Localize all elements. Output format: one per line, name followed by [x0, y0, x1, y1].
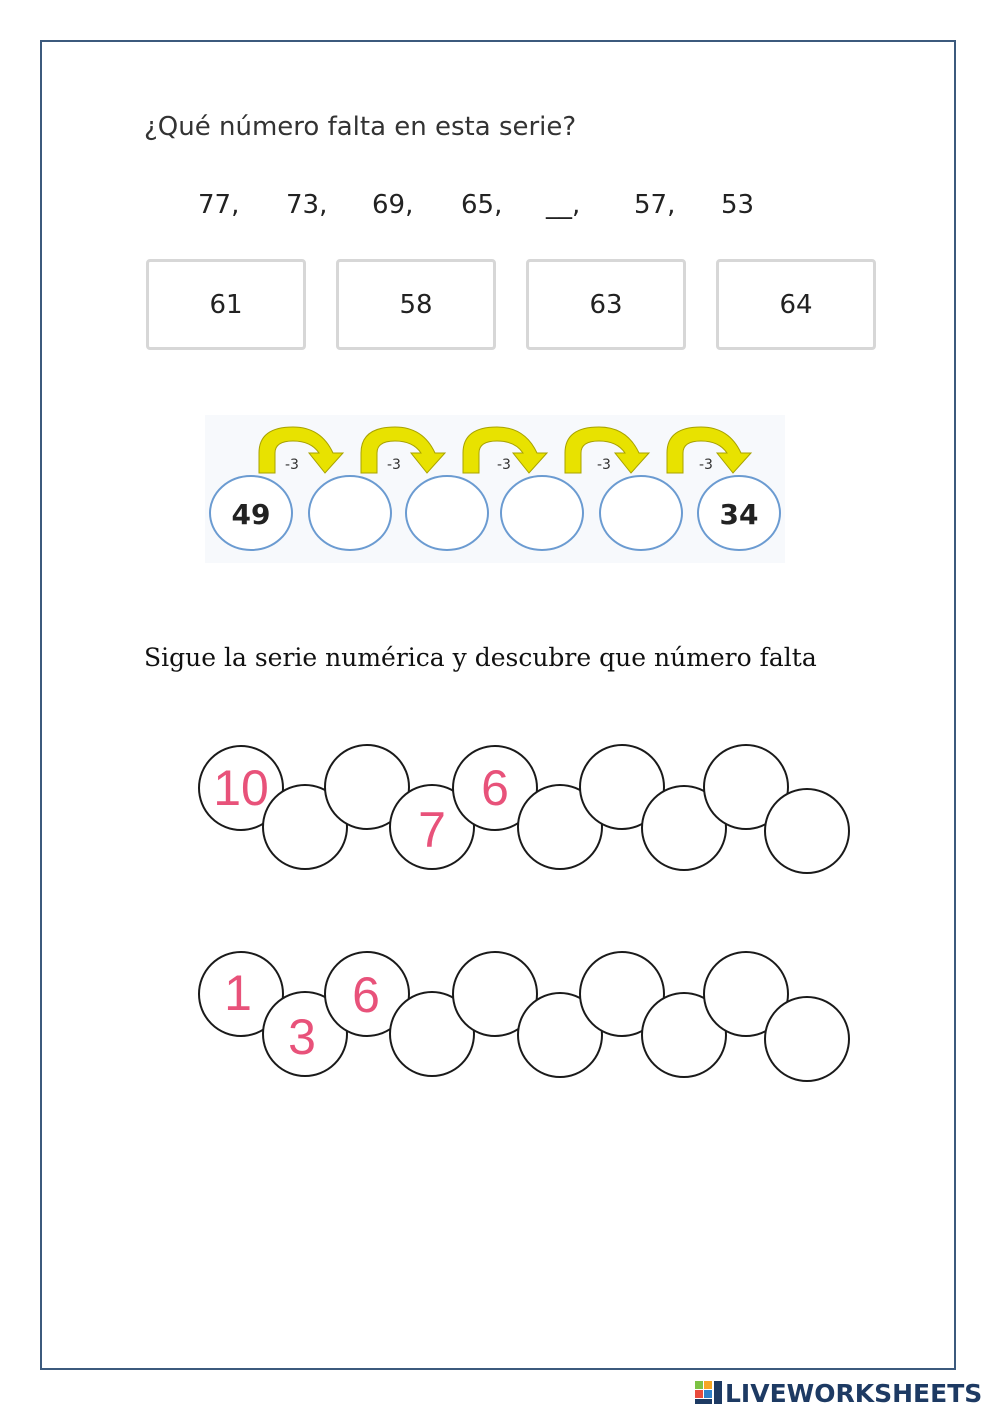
subtraction-chain — [205, 415, 785, 563]
answer-option-63[interactable]: 63 — [526, 259, 686, 350]
pattern-number: 6 — [352, 967, 380, 1023]
answer-option-58[interactable]: 58 — [336, 259, 496, 350]
pattern-number: 7 — [418, 802, 446, 858]
pattern-circle[interactable] — [765, 997, 849, 1081]
chain-end-number: 34 — [719, 498, 759, 531]
chain-circle-blank[interactable] — [600, 476, 682, 550]
series-item: 69, — [372, 190, 414, 220]
chain-circle-blank[interactable] — [501, 476, 583, 550]
step-label: -3 — [285, 457, 299, 473]
footer-logo — [695, 1378, 995, 1408]
chain-start-number: 49 — [231, 498, 271, 531]
pattern-circle[interactable] — [765, 789, 849, 873]
series-item: 77, — [198, 190, 240, 220]
chain-circle-blank[interactable] — [309, 476, 391, 550]
series-blank: __, — [546, 190, 581, 220]
footer-brand: LIVEWORKSHEETS — [725, 1378, 983, 1408]
pattern-title: Sigue la serie numérica y descubre que número falta — [144, 643, 817, 672]
number-series — [0, 190, 1000, 230]
step-label: -3 — [497, 457, 511, 473]
answer-option-61[interactable]: 61 — [146, 259, 306, 350]
step-label: -3 — [597, 457, 611, 473]
series-item: 57, — [634, 190, 676, 220]
answer-option-64[interactable]: 64 — [716, 259, 876, 350]
pattern-number: 6 — [481, 760, 509, 816]
worksheet-frame — [40, 40, 956, 1370]
question-title: ¿Qué número falta en esta serie? — [144, 112, 577, 142]
pattern-number: 10 — [213, 760, 269, 816]
circle-pattern-2 — [190, 942, 860, 1102]
series-item: 53 — [721, 190, 755, 220]
chain-circle-blank[interactable] — [406, 476, 488, 550]
series-item: 73, — [286, 190, 328, 220]
pattern-number: 3 — [288, 1009, 316, 1065]
step-label: -3 — [387, 457, 401, 473]
pattern-number: 1 — [224, 965, 252, 1021]
circle-pattern-1 — [190, 735, 860, 895]
liveworksheets-logo-icon — [695, 1381, 723, 1405]
step-label: -3 — [699, 457, 713, 473]
series-item: 65, — [461, 190, 503, 220]
